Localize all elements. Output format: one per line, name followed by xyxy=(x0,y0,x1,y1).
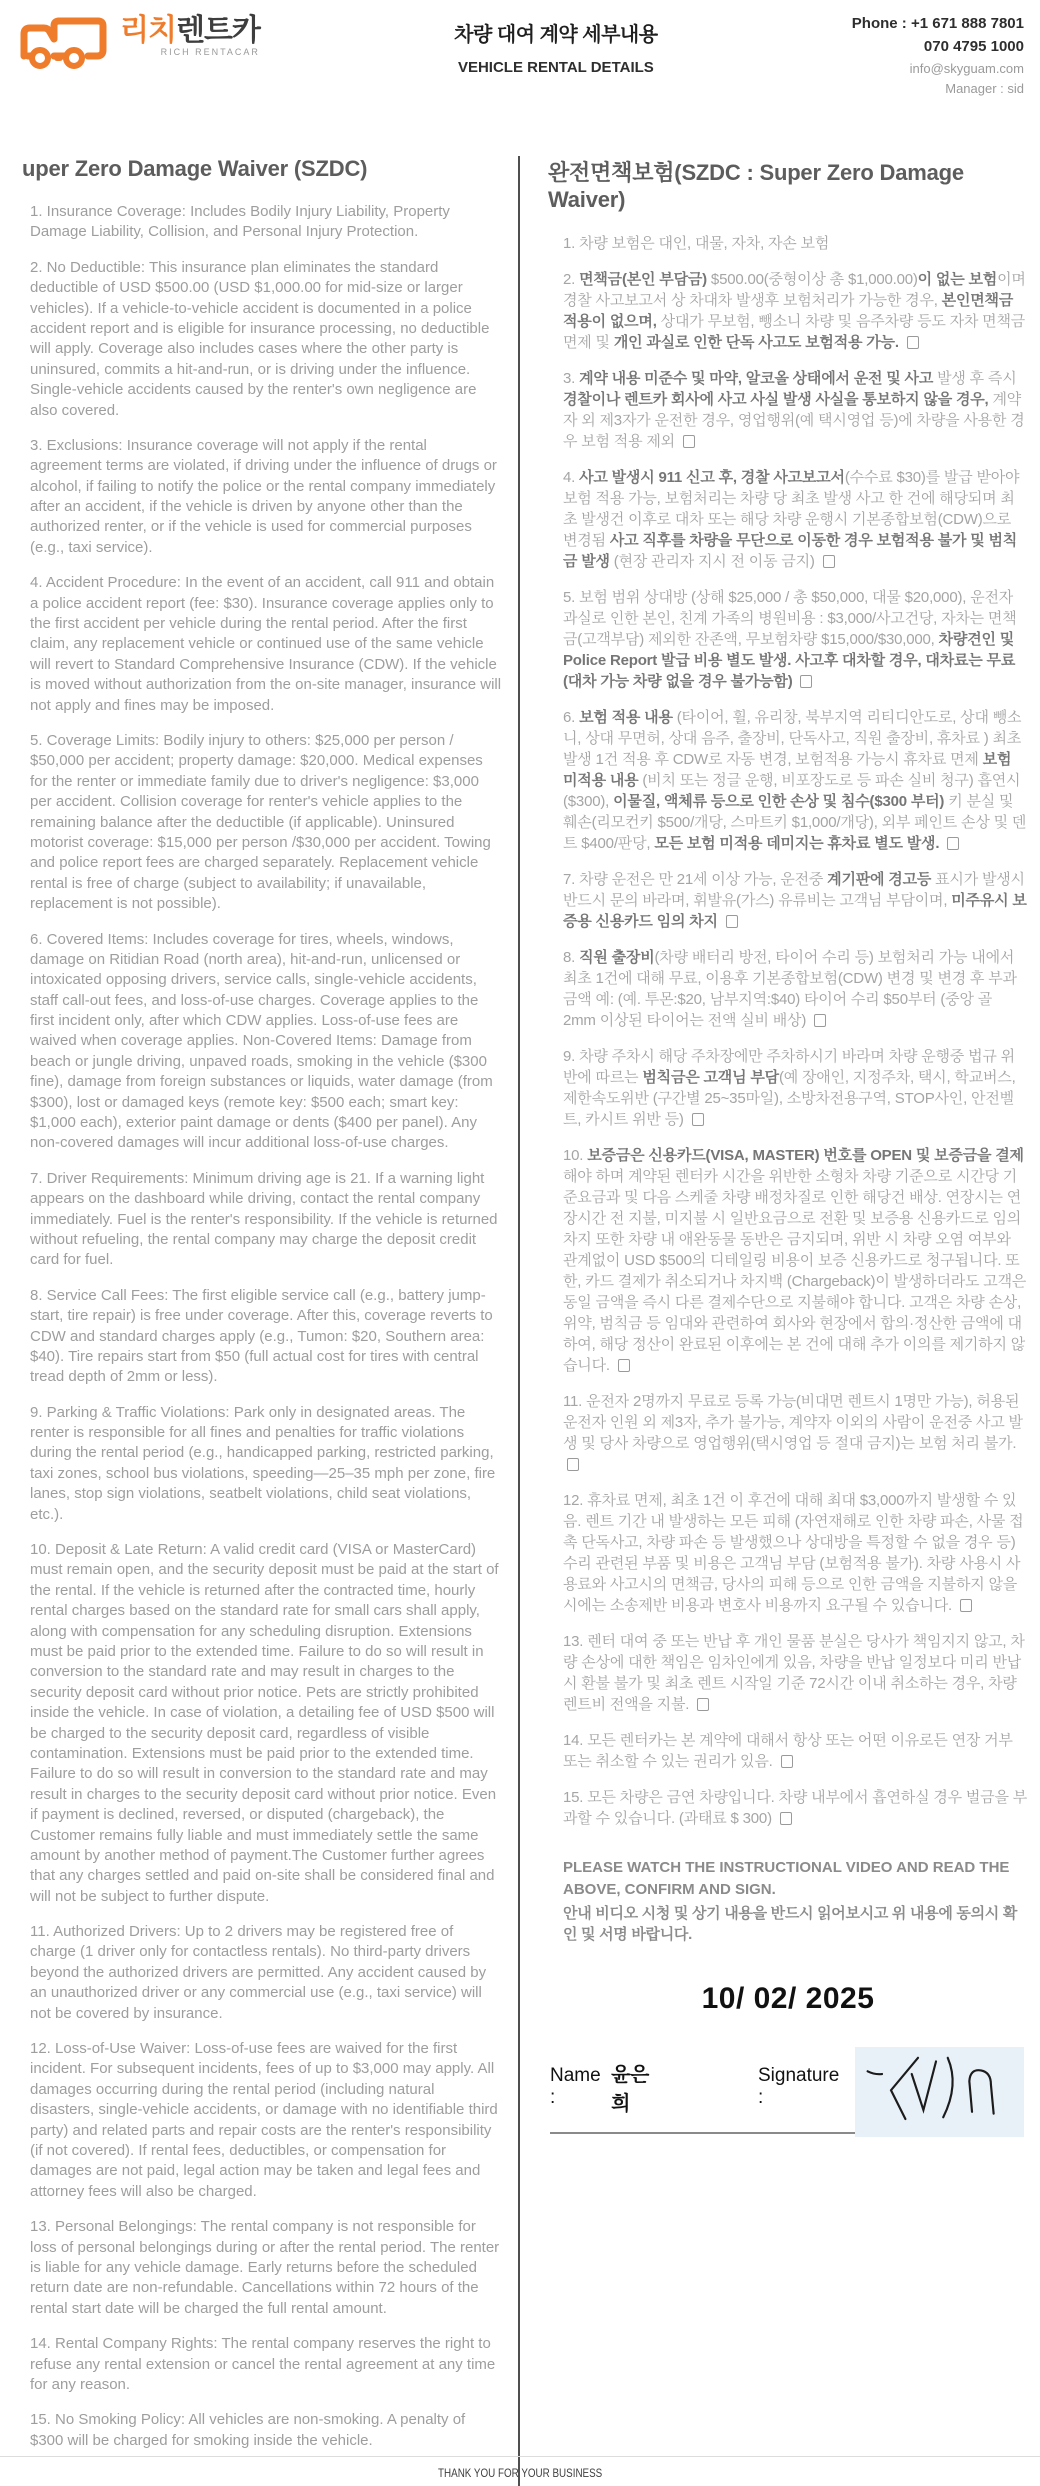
policy-item-ko: 9. 차량 주차시 해당 주차장에만 주차하시기 바라며 차량 운행중 법규 위반에 따르는 범칙금은 고객님 부담(예 장애인, 지정주차, 택시, 학교버스, 제한속도위반 (구간별 25~35마일), 소방차전용구역, STOP사인, 안전벨트, 카시트 위반 등) xyxy=(563,1048,1016,1128)
policy-item-ko: 3. 계약 내용 미준수 및 마약, 알코올 상태에서 운전 및 사고 발생 후 즉시 경찰이나 렌트카 회사에 사고 사실 발생 사실을 통보하지 않을 경우, 계약자 외 제3자가 운전한 경우, 영업행위(예 택시영업 등)에 차량을 사용한 경우 보험 적용 제외 xyxy=(563,370,1025,450)
policy-item-ko: 6. 보험 적용 내용 (타이어, 휠, 유리창, 북부지역 리티디안도로, 상대 뺑소니, 상대 무면허, 상대 음주, 출장비, 단독사고, 직원 출장비, 휴차료 ) 최초 발생 1건 적용 후 CDW로 자동 변경, 보험적용 가능시 휴차료 면제 보험 미적용 내용 (비치 또는 정글 운행, 비포장도로 등 파손 실비 청구) 흡연시($300), 이물질, 액체류 등으로 인한 손상 및 침수($300 부터) 키 분실 및 훼손(리모컨키 $500/개당, 스마트키 $1,000/개당), 외부 페인트 손상 및 덴트 $400/판당, 모든 보험 미적용 데미지는 휴차료 별도 발생. xyxy=(563,709,1027,852)
policy-paragraph: 3. Exclusions: Insurance coverage will not apply if the rental agreement terms are violated, if driving under the influence of drugs or alcohol, if failing to notify the police or the rental company immediately after an accident, if the vehicle is driven by anyone other than the authorized renter, or if the vehicle is used for commercial purposes (e.g., taxi service). xyxy=(30,436,497,556)
korean-terms-title: 완전면책보험(SZDC : Super Zero Damage Waiver) xyxy=(548,160,964,212)
agreement-checkbox[interactable] xyxy=(567,1458,579,1471)
contract-date: 10/ 02/ 2025 xyxy=(701,1982,875,2015)
policy-item-ko: 13. 렌터 대여 중 또는 반납 후 개인 물품 분실은 당사가 책임지지 않고, 차량 손상에 대한 책임은 임차인에게 있음, 차량을 반납 일정보다 미리 반납시 환불 불가 및 최초 렌트 시작일 기준 72시간 이내 취소하는 경우, 차량 렌트비 전액을 지불. xyxy=(563,1633,1025,1713)
agreement-checkbox[interactable] xyxy=(814,1014,826,1027)
policy-paragraph: 8. Service Call Fees: The first eligible service call (e.g., battery jump-start, tire repair) is free under coverage. After this, coverage reverts to CDW and standard charges apply (e.g., Tumon: $20, Southern area: $40). Tire repairs start from $50 (full actual cost for tires with central tread depth of 2mm or less). xyxy=(30,1286,493,1386)
agreement-checkbox[interactable] xyxy=(697,1698,709,1711)
policy-item-ko: 1. 차량 보험은 대인, 대물, 자차, 자손 보험 xyxy=(563,235,830,252)
agreement-checkbox[interactable] xyxy=(781,1755,793,1768)
contact-info xyxy=(852,12,1024,99)
policy-item-ko: 2. 면책금(본인 부담금) $500.00(중형이상 총 $1,000.00)이 없는 보험이며 경찰 사고보고서 상 차대차 발생후 보험처리가 가능한 경우, 본인면책금 적용이 없으며, 상대가 무보험, 뺑소니 차량 및 음주차량 등도 자차 면책금 면제 및 개인 과실로 인한 단독 사고도 보험적용 가능. xyxy=(563,271,1026,351)
agreement-checkbox[interactable] xyxy=(907,336,919,349)
logo-subtext: RICH RENTACAR xyxy=(160,47,260,57)
policy-item-ko: 14. 모든 렌터카는 본 계약에 대해서 항상 또는 어떤 이유로든 연장 거부 또는 취소할 수 있는 권리가 있음. xyxy=(563,1732,1013,1770)
confirmation-notice-en: PLEASE WATCH THE INSTRUCTIONAL VIDEO AND READ THE ABOVE, CONFIRM AND SIGN. xyxy=(563,1859,1010,1898)
confirmation-notice xyxy=(563,1857,1028,1946)
renter-name: 윤은희 xyxy=(611,2064,649,2115)
korean-terms-list xyxy=(548,233,1028,1829)
document-title-en: VEHICLE RENTAL DETAILS xyxy=(457,59,654,76)
agreement-checkbox[interactable] xyxy=(823,555,835,568)
policy-paragraph: 5. Coverage Limits: Bodily injury to others: $25,000 per person / $50,000 per accident; property damage: $20,000. Medical expenses for the renter or immediate family due to driver's negligence: $3,000 per accident. Collision coverage for renter's vehicle applies to the remaining balance after the deductible (if applicable). Uninsured motorist coverage: $15,000 per person /$30,000 per accident. Towing and police report fees are charged separately. Replacement vehicle rental is free of charge (subject to availability; if unavailable, replacement is not possible). xyxy=(30,731,491,913)
agreement-checkbox[interactable] xyxy=(780,1812,792,1825)
footer-message: THANK YOU FOR YOUR BUSINESS xyxy=(437,2466,603,2481)
agreement-checkbox[interactable] xyxy=(683,435,695,448)
policy-item-ko: 5. 보험 범위 상대방 (상해 $25,000 / 총 $50,000, 대물 $20,000), 운전자 과실로 인한 본인, 친계 가족의 병원비용 : $3,000/사고건당, 자차는 면책금(고객부담) 제외한 잔존액, 무보험차량 $15,000/$30,000, 차량견인 및 Police Report 발급 비용 별도 발생. 사고후 대차할 경우, 대차료는 무료(대차 가능 차량 없을 경우 불가능함) xyxy=(563,589,1017,690)
policy-paragraph: 7. Driver Requirements: Minimum driving age is 21. If a warning light appears on the dashboard while driving, contact the rental company immediately. Fuel is the renter's responsibility. If the vehicle is returned without refueling, the rental company may charge the deposit credit card for fuel. xyxy=(30,1169,498,1269)
policy-item-ko: 11. 운전자 2명까지 무료로 등록 가능(비대면 렌트시 1명만 가능), 허용된 운전자 인원 외 제3자, 추가 불가능, 계약자 이외의 사람이 운전중 사고 발생 및 당사 차량으로 영업행위(택시영업 등 절대 금지)는 보험 처리 불가. xyxy=(563,1391,1028,1475)
logo-wordmark: 리치렌트카 xyxy=(120,14,260,47)
agreement-checkbox[interactable] xyxy=(800,675,812,688)
policy-item-ko: 10. 보증금은 신용카드(VISA, MASTER) 번호를 OPEN 및 보증금을 결제해야 하며 계약된 렌터카 시간을 위반한 소형차 차량 기준으로 시간당 기준요금과 및 다음 스케줄 차량 배정차질로 인한 해당건 배상. 연장시는 연장시간 전 지불, 미지불 시 일반요금으로 전환 및 보증용 신용카드로 임의 차지 또한 차량 내 애완동물 동반은 금지되며, 위반 시 차량 오염 여부와 관계없이 USD $500의 디테일링 비용이 보증 신용카드로 청구됩니다. 또한, 카드 결제가 취소되거나 차지백 (Chargeback)이 발생하더라도 고객은 동일 금액을 즉시 다른 결제수단으로 지불해야 합니다. 고객은 차량 손상, 위약, 범칙금 등 임대와 관련하여 회사와 현장에서 합의·정산한 금액에 대하여, 해당 정산이 완료된 이후에는 본 건에 대해 추가 이의를 제기하지 않습니다. xyxy=(563,1147,1027,1374)
agreement-checkbox[interactable] xyxy=(947,837,959,850)
policy-paragraph: 2. No Deductible: This insurance plan eliminates the standard deductible of USD $500.00 (USD $1,000.00 for mid-size or larger vehicles). If a vehicle-to-vehicle accident is documented in a police accident report and is eligible for insurance processing, no deductible will apply. Coverage also includes cases where the other party is uninsured, commits a hit-and-run, or is driving under the influence. Single-vehicle accidents caused by the renter's own negligence are also covered. xyxy=(30,258,490,419)
korean-terms-column xyxy=(520,156,1040,2486)
policy-item-ko: 12. 휴차료 면제, 최초 1건 이 후건에 대해 최대 $3,000까지 발생할 수 있음. 렌트 기간 내 발생하는 모든 피해 (자연재해로 인한 차량 파손, 사물 접촉 단독사고, 차량 파손 등 발생했으나 상대방을 특정할 수 없을 경우 등) 수리 관련된 부품 및 비용은 고객님 부담 (보험적용 불가). 차량 사용시 사용료와 사고시의 면책금, 당사의 피해 등으로 인한 금액을 지불하지 않을 시에는 소송제반 비용과 변호사 비용까지 요구될 수 있습니다. xyxy=(563,1492,1024,1614)
agreement-checkbox[interactable] xyxy=(960,1599,972,1612)
car-icon xyxy=(14,12,116,79)
policy-item-ko: 4. 사고 발생시 911 신고 후, 경찰 사고보고서(수수료 $30)를 발급 받아야 보험 적용 가능, 보험처리는 차량 당 최초 발생 사고 한 건에 해당되며 최초 발생건 이후로 대차 또는 해당 차량 운행시 기본종합보험(CDW)으로 변경됨 사고 직후를 차량을 무단으로 이동한 경우 보험적용 불가 및 범칙금 발생 (현장 관리자 지시 전 이동 금지) xyxy=(563,469,1020,570)
agreement-checkbox[interactable] xyxy=(618,1359,630,1372)
agreement-checkbox[interactable] xyxy=(726,915,738,928)
confirmation-notice-ko: 안내 비디오 시청 및 상기 내용을 반드시 읽어보시고 위 내용에 동의시 확인 및 서명 바랍니다. xyxy=(563,1904,1018,1944)
signature-pad[interactable] xyxy=(855,2047,1024,2137)
policy-paragraph: 4. Accident Procedure: In the event of an accident, call 911 and obtain a police accident report (fee: $30). Insurance coverage applies only to the first accident per vehicle during the rental period. After the first claim, any replacement vehicle or continued use of the same vehicle will revert to Standard Comprehensive Insurance (CDW). If the vehicle is moved without authorization from the on-site manager, insurance will not apply and fines may be imposed. xyxy=(30,574,502,714)
signature-label: Signature : xyxy=(757,2065,840,2108)
email-address: info@skyguam.com xyxy=(909,60,1024,76)
signature-stroke xyxy=(855,2047,1024,2128)
policy-paragraph: 10. Deposit & Late Return: A valid credit card (VISA or MasterCard) must remain open, and the security deposit must be paid at the start of the rental. If the vehicle is returned after the contracted time, hourly rental charges based on the standard rate for small cars shall apply, along with compensation for any scheduling disruption. Extensions must be paid prior to the extended time. Failure to do so will result in conversion to the standard rate and may result in charges to the security deposit card without prior notice. Pets are strictly prohibited inside the vehicle. In case of violation, a detailing fee of USD $500 will be charged to the security deposit card, regardless of visible contamination. Extensions must be paid prior to the extended time. Failure to do so will result in conversion to the standard rate and may result in charges to the security deposit card without prior notice. Even if payment is declined, reversed, or disputed (chargeback), the Customer remains fully liable and must immediately settle the same amount by another method of payment.The Customer further agrees that any charges settled and paid on-site shall be considered final and will not be subject to further dispute. xyxy=(30,1541,499,1905)
policy-paragraph: 15. No Smoking Policy: All vehicles are non-smoking. A penalty of $300 will be charged for smoking inside the vehicle. xyxy=(30,2411,466,2449)
policy-item-ko: 8. 직원 출장비(차량 배터리 방전, 타이어 수리 등) 보험처리 가능 내에서 최초 1건에 대해 무료, 이용후 기본종합보험(CDW) 변경 및 변경 후 부과금액 예: (예. 투몬:$20, 남부지역:$40) 타이어 수리 $50부터 (중앙 골 2mm 이상된 타이어는 전액 실비 배상) xyxy=(563,949,1017,1029)
contract-body xyxy=(0,156,1040,2486)
policy-paragraph: 12. Loss-of-Use Waiver: Loss-of-use fees are waived for the first incident. For subsequent incidents, fees of up to $3,000 may apply. All damages occurring during the rental period (including natural disasters, single-vehicle accidents, or damage with no identifiable third party) and related parts and repair costs are the renter's responsibility (if not covered). If rental fees, deductibles, or compensation for damages are not paid, legal action may be taken and legal fees and attorney fees will also be charged. xyxy=(30,2040,498,2200)
page-footer xyxy=(0,2456,1040,2486)
policy-paragraph: 9. Parking & Traffic Violations: Park only in designated areas. The renter is responsible for all fines and penalties for traffic violations during the rental period (e.g., handicapped parking, restricted parking, taxi zones, school bus violations, speeding—25–35 mph per zone, fire lanes, stop sign violations, seatbelt violations, child seat violations, etc.). xyxy=(30,1403,496,1523)
policy-item-ko: 7. 차량 운전은 만 21세 이상 가능, 운전중 계기판에 경고등 표시가 발생시 반드시 문의 바라며, 휘발유(가스) 유류비는 고객님 부담이며, 미주유시 보증용 신용카드 임의 차지 xyxy=(563,871,1027,930)
document-title-ko: 차량 대여 계약 세부내용 xyxy=(454,24,658,46)
policy-paragraph: 13. Personal Belongings: The rental company is not responsible for loss of personal belongings during or after the rental period. The renter is liable for any vehicle damage. Early returns before the scheduled return date are non-refundable. Cancellations within 72 hours of the rental start date will be charged the full rental amount. xyxy=(30,2218,500,2317)
phone-secondary: 070 4795 1000 xyxy=(923,38,1024,56)
english-terms-title: uper Zero Damage Waiver (SZDC) xyxy=(22,156,368,181)
policy-paragraph: 11. Authorized Drivers: Up to 2 drivers may be registered free of charge (1 driver only for contactless rentals). No third-party drivers beyond the authorized drivers are permitted. Any accident caused by an unauthorized driver or any commercial use (e.g., taxi service) will not be covered by insurance. xyxy=(30,1923,487,2022)
english-terms-list xyxy=(22,202,502,2451)
policy-paragraph: 6. Covered Items: Includes coverage for tires, wheels, windows, damage on Ritidian Road (north area), hit-and-run, unlicensed or intoxicated opposing drivers, service calls, single-vehicle accidents, staff call-out fees, and loss-of-use charges. Coverage applies to the first incident only, after which CDW applies. Loss-of-use fees are waived when coverage applies. Non-Covered Items: Damage from beach or jungle driving, unpaved roads, smoking in the vehicle ($300 fine), damage from foreign substances or liquids, water damage (from $300), lost or damaged keys (remote key: $500 each; smart key: $1,000 each), exterior paint damage or dents ($400 per panel). Any non-covered damages will incur additional loss-of-use charges. xyxy=(30,930,493,1152)
english-terms-column xyxy=(0,156,520,2486)
company-logo xyxy=(14,12,260,79)
policy-paragraph: 14. Rental Company Rights: The rental company reserves the right to refuse any rental extension or cancel the rental agreement at any time for any reason. xyxy=(30,2335,496,2393)
manager-name: Manager : sid xyxy=(945,80,1024,96)
agreement-checkbox[interactable] xyxy=(692,1113,704,1126)
name-label: Name : xyxy=(550,2065,601,2108)
page-header xyxy=(0,0,1040,112)
policy-item-ko: 15. 모든 차량은 금연 차량입니다. 차량 내부에서 흡연하실 경우 벌금을 부과할 수 있습니다. (과태료 $ 300) xyxy=(563,1789,1028,1827)
signature-row xyxy=(550,2042,1024,2134)
policy-paragraph: 1. Insurance Coverage: Includes Bodily Injury Liability, Property Damage Liability, Collision, and Personal Injury Protection. xyxy=(30,203,450,241)
phone-primary: Phone : +1 671 888 7801 xyxy=(851,15,1024,32)
